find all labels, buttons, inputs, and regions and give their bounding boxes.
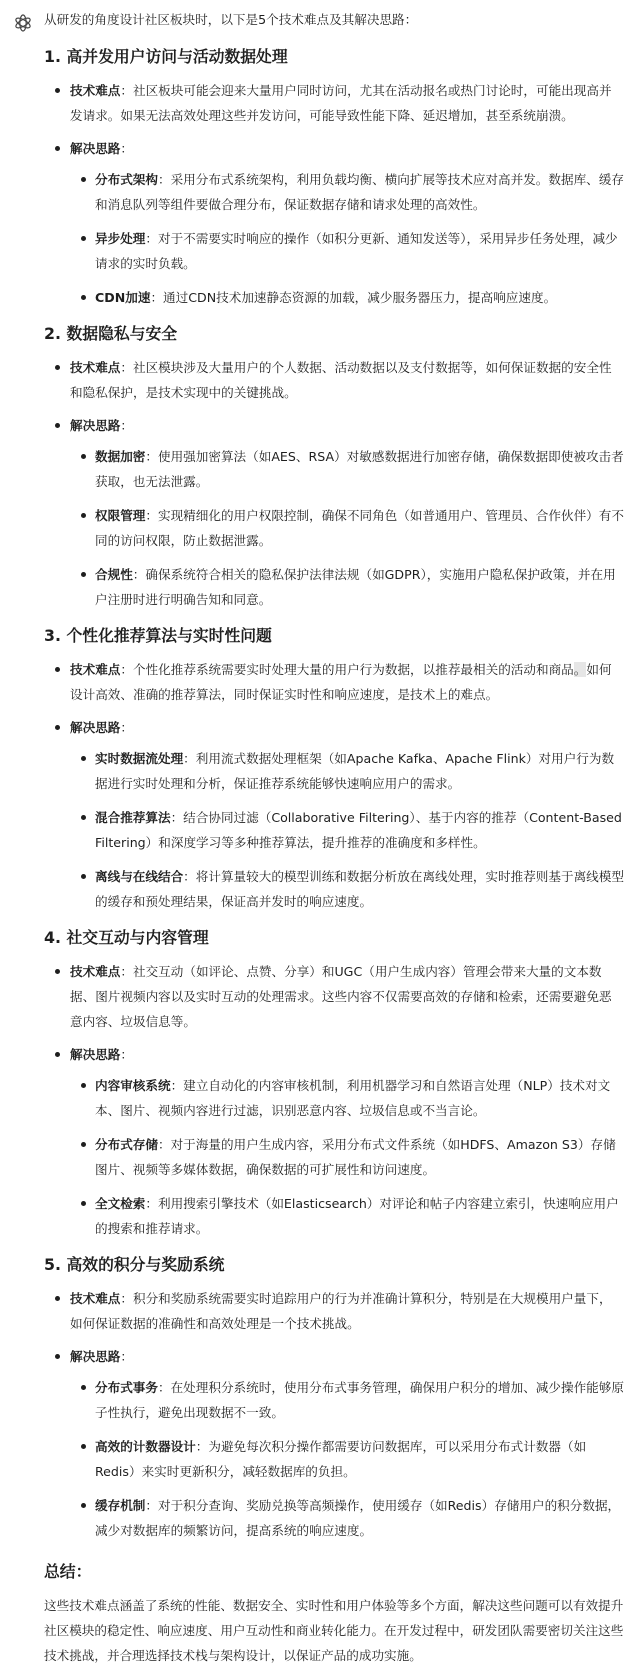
solution-item	[70, 503, 624, 553]
difficulty-label: 技术难点	[70, 1291, 121, 1306]
difficulty-label: 技术难点	[70, 662, 121, 677]
assistant-logo-icon	[13, 13, 33, 33]
solution-list	[70, 444, 624, 612]
assistant-message	[44, 7, 624, 1668]
section-title: 4. 社交互动与内容管理	[44, 928, 209, 947]
solution-item-text: ：对于不需要实时响应的操作（如积分更新、通知发送等），采用异步任务处理，减少请求的实时负载。	[95, 231, 618, 271]
difficulty-item	[44, 657, 624, 707]
difficulty-label: 技术难点	[70, 360, 121, 375]
difficulty-item	[44, 1286, 624, 1336]
section-points	[44, 78, 624, 310]
solution-label: 解决思路	[70, 418, 121, 433]
solution-item	[70, 167, 624, 217]
solution-item-label: 全文检索	[95, 1196, 146, 1211]
section-title: 2. 数据隐私与安全	[44, 324, 178, 343]
section-points	[44, 1286, 624, 1543]
difficulty-text: ：社区板块可能会迎来大量用户同时访问，尤其在活动报名或热门讨论时，可能出现高并发请求。如果无法高效处理这些并发访问，可能导致性能下降、延迟增加，甚至系统崩溃。	[70, 83, 612, 123]
solution-item-text: ：实现精细化的用户权限控制，确保不同角色（如普通用户、管理员、合作伙伴）有不同的访问权限，防止数据泄露。	[95, 508, 624, 548]
difficulty-text: ：社交互动（如评论、点赞、分享）和UGC（用户生成内容）管理会带来大量的文本数据、图片视频内容以及实时互动的处理需求。这些内容不仅需要高效的存储和检索，还需要避免恶意内容、垃圾信息等。	[70, 964, 612, 1029]
solution-item	[70, 1493, 624, 1543]
solution-item-text: ：在处理积分系统时，使用分布式事务管理，确保用户积分的增加、减少操作能够原子性执行，避免出现数据不一致。	[95, 1380, 624, 1420]
solution-item	[70, 285, 624, 310]
difficulty-text: ：积分和奖励系统需要实时追踪用户的行为并准确计算积分，特别是在大规模用户量下，如何保证数据的准确性和高效处理是一个技术挑战。	[70, 1291, 612, 1331]
solution-label: 解决思路	[70, 720, 121, 735]
solution-item	[70, 562, 624, 612]
intro-text: 从研发的角度设计社区板块时，以下是5个技术难点及其解决思路：	[44, 12, 418, 27]
section-4	[44, 923, 624, 1241]
difficulty-text: ：个性化推荐系统需要实时处理大量的用户行为数据，以推荐最相关的活动和商品	[120, 662, 574, 677]
difficulty-label: 技术难点	[70, 964, 121, 979]
solution-label: 解决思路	[70, 1349, 121, 1364]
solution-item-text: ：结合协同过滤（Collaborative Filtering）、基于内容的推荐（Content-Based Filtering）和深度学习等多种推荐算法，提升推荐的准确度和多样性。	[95, 810, 622, 850]
solution-item-text: ：确保系统符合相关的隐私保护法律法规（如GDPR），实施用户隐私保护政策，并在用户注册时进行明确告知和同意。	[95, 567, 616, 607]
section-points	[44, 657, 624, 914]
solution-colon: ：	[120, 141, 133, 156]
difficulty-text: 如何设计高效、准确的推荐算法，同时保证实时性和响应速度，是技术上的难点。	[70, 662, 612, 702]
solution-item	[70, 1375, 624, 1425]
difficulty-item	[44, 355, 624, 405]
solution-item-text: ：利用流式数据处理框架（如Apache Kafka、Apache Flink）对用户行为数据进行实时处理和分析，保证推荐系统能够快速响应用户的需求。	[95, 751, 615, 791]
solution-colon: ：	[120, 1047, 133, 1062]
section-title: 1. 高并发用户访问与活动数据处理	[44, 47, 288, 66]
solution-item	[70, 226, 624, 276]
summary-title: 总结：	[44, 1562, 92, 1581]
solution-item	[70, 864, 624, 914]
section-title: 5. 高效的积分与奖励系统	[44, 1255, 225, 1274]
solution-label: 解决思路	[70, 1047, 121, 1062]
solution-colon: ：	[120, 418, 133, 433]
solution-colon: ：	[120, 720, 133, 735]
solution-item-label: 离线与在线结合	[95, 869, 184, 884]
solution-item	[70, 444, 624, 494]
section-points	[44, 959, 624, 1241]
solution-colon: ：	[120, 1349, 133, 1364]
solution-item-label: CDN加速	[95, 290, 151, 305]
solution-item	[44, 136, 624, 310]
solution-list	[70, 746, 624, 914]
section-3	[44, 621, 624, 914]
solution-item-text: ：对于海量的用户生成内容，采用分布式文件系统（如HDFS、Amazon S3）存储图片、视频等多媒体数据，确保数据的可扩展性和访问速度。	[95, 1137, 616, 1177]
solution-item-label: 数据加密	[95, 449, 146, 464]
difficulty-label: 技术难点	[70, 83, 121, 98]
solution-item	[44, 413, 624, 612]
solution-item	[44, 1344, 624, 1543]
solution-item-text: ：采用分布式系统架构，利用负载均衡、横向扩展等技术应对高并发。数据库、缓存和消息队列等组件要做合理分布，保证数据存储和请求处理的高效性。	[95, 172, 624, 212]
solution-item-text: ：为避免每次积分操作都需要访问数据库，可以采用分布式计数器（如Redis）来实时更新积分，减轻数据库的负担。	[95, 1439, 587, 1479]
solution-item	[70, 805, 624, 855]
solution-item	[44, 1042, 624, 1241]
section-2	[44, 319, 624, 612]
solution-item-text: ：建立自动化的内容审核机制，利用机器学习和自然语言处理（NLP）技术对文本、图片、视频内容进行过滤，识别恶意内容、垃圾信息或不当言论。	[95, 1078, 611, 1118]
solution-item-text: ：利用搜索引擎技术（如Elasticsearch）对评论和帖子内容建立索引，快速响应用户的搜索和推荐请求。	[95, 1196, 619, 1236]
solution-item-label: 实时数据流处理	[95, 751, 184, 766]
solution-label: 解决思路	[70, 141, 121, 156]
solution-item-text: ：通过CDN技术加速静态资源的加载，减少服务器压力，提高响应速度。	[150, 290, 557, 305]
solution-item	[70, 1132, 624, 1182]
solution-item-label: 高效的计数器设计	[95, 1439, 196, 1454]
solution-item-label: 分布式架构	[95, 172, 158, 187]
section-1	[44, 42, 624, 310]
solution-item	[70, 1434, 624, 1484]
solution-item	[70, 1073, 624, 1123]
solution-item-text: ：对于积分查询、奖励兑换等高频操作，使用缓存（如Redis）存储用户的积分数据，减少对数据库的频繁访问，提高系统的响应速度。	[95, 1498, 621, 1538]
section-5	[44, 1250, 624, 1543]
solution-item	[44, 715, 624, 914]
solution-item	[70, 746, 624, 796]
solution-item-label: 权限管理	[95, 508, 146, 523]
solution-item-label: 合规性	[95, 567, 133, 582]
difficulty-text: ：社区模块涉及大量用户的个人数据、活动数据以及支付数据等，如何保证数据的安全性和隐私保护，是技术实现中的关键挑战。	[70, 360, 612, 400]
difficulty-item	[44, 78, 624, 128]
summary-text: 这些技术难点涵盖了系统的性能、数据安全、实时性和用户体验等多个方面，解决这些问题可以有效提升社区模块的稳定性、响应速度、用户互动性和商业转化能力。在开发过程中，研发团队需要密切关注这些技术挑战，并合理选择技术栈与架构设计，以保证产品的成功实施。	[44, 1598, 624, 1663]
solution-item-label: 内容审核系统	[95, 1078, 171, 1093]
solution-list	[70, 167, 624, 310]
section-title: 3. 个性化推荐算法与实时性问题	[44, 626, 272, 645]
solution-item-label: 分布式存储	[95, 1137, 158, 1152]
difficulty-item	[44, 959, 624, 1034]
solution-item-label: 混合推荐算法	[95, 810, 171, 825]
solution-item-label: 分布式事务	[95, 1380, 158, 1395]
solution-item-label: 缓存机制	[95, 1498, 146, 1513]
solution-item	[70, 1191, 624, 1241]
text-cursor-highlight: 。	[573, 662, 587, 677]
solution-item-label: 异步处理	[95, 231, 146, 246]
section-points	[44, 355, 624, 612]
solution-item-text: ：使用强加密算法（如AES、RSA）对敏感数据进行加密存储，确保数据即使被攻击者获取，也无法泄露。	[95, 449, 624, 489]
solution-list	[70, 1375, 624, 1543]
solution-item-text: ：将计算量较大的模型训练和数据分析放在离线处理，实时推荐则基于离线模型的缓存和预处理结果，保证高并发时的响应速度。	[95, 869, 624, 909]
solution-list	[70, 1073, 624, 1241]
